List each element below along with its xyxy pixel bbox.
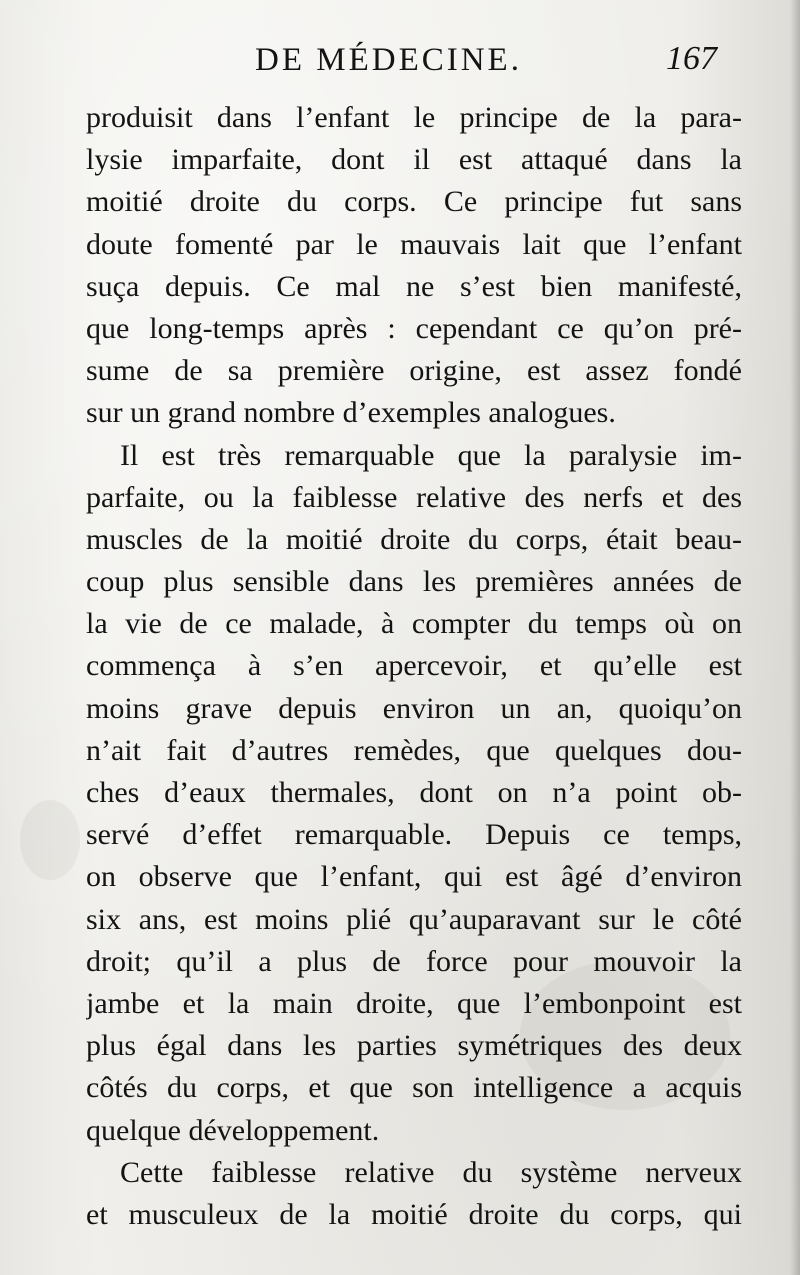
page-edge-shadow [790, 0, 800, 1275]
text-line: servé d’effet remarquable. Depuis ce temps, [86, 818, 742, 852]
paragraph-first-line: Il est très remarquable que la paralysie im- [120, 438, 742, 472]
text-line: sur un grand nombre d’exemples analogues. [86, 396, 616, 430]
text-line: suça depuis. Ce mal ne s’est bien manifesté, [86, 269, 742, 303]
text-line: parfaite, ou la faiblesse relative des nerfs et des [86, 480, 742, 514]
page-number: 167 [666, 40, 717, 77]
text-line: moins grave depuis environ un an, quoiqu’on [86, 691, 742, 725]
running-head: DE MÉDECINE. [255, 42, 522, 78]
text-line: coup plus sensible dans les premières années de [86, 565, 742, 599]
paper-stain [20, 800, 80, 880]
text-line: et musculeux de la moitié droite du corps, qui [86, 1197, 742, 1231]
text-line: six ans, est moins plié qu’auparavant sur le côté [86, 902, 742, 936]
text-line: lysie imparfaite, dont il est attaqué dans la [86, 143, 742, 177]
paragraph-first-line: Cette faiblesse relative du système nerveux [120, 1155, 742, 1189]
page-header [0, 40, 800, 90]
text-line: jambe et la main droite, que l’embonpoint est [86, 986, 742, 1020]
text-line: muscles de la moitié droite du corps, était beau- [86, 522, 742, 556]
text-line: que long-temps après : cependant ce qu’on pré- [86, 311, 742, 345]
text-line: moitié droite du corps. Ce principe fut sans [86, 185, 742, 219]
text-line: la vie de ce malade, à compter du temps où on [86, 607, 742, 641]
text-line: produisit dans l’enfant le principe de la para- [86, 101, 742, 134]
text-line: ches d’eaux thermales, dont on n’a point ob- [86, 776, 742, 809]
text-line: droit; qu’il a plus de force pour mouvoir la [86, 944, 742, 978]
body-text [86, 97, 742, 1236]
text-line: sume de sa première origine, est assez fondé [86, 354, 742, 388]
text-line: doute fomenté par le mauvais lait que l’enfant [86, 227, 742, 261]
text-line: plus égal dans les parties symétriques des deux [86, 1029, 742, 1063]
text-line: côtés du corps, et que son intelligence a acquis [86, 1071, 742, 1105]
text-line: quelque développement. [86, 1113, 380, 1147]
text-line: commença à s’en apercevoir, et qu’elle est [86, 649, 742, 683]
text-line: on observe que l’enfant, qui est âgé d’environ [86, 860, 742, 894]
text-line: n’ait fait d’autres remèdes, que quelques dou- [86, 733, 742, 767]
